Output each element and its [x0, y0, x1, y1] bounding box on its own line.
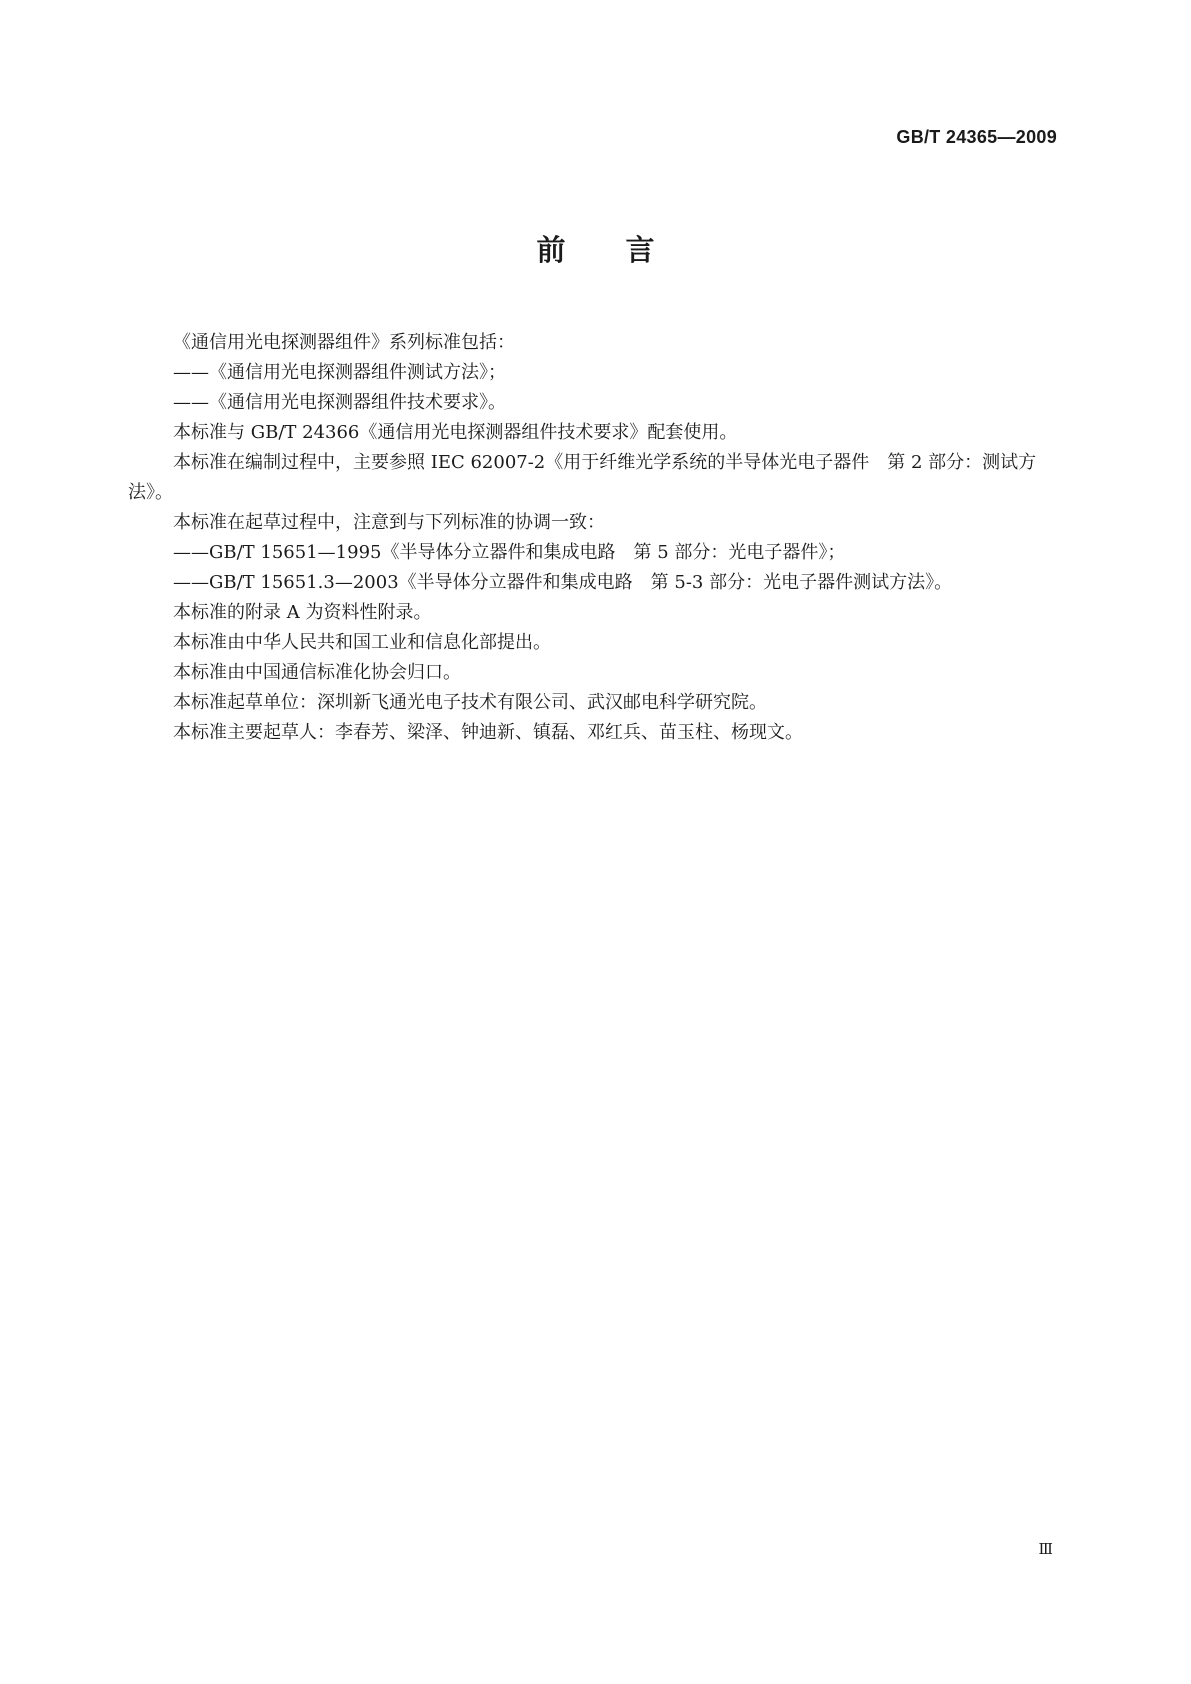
foreword-body: [128, 328, 1066, 748]
standard-number: GB/T 24365—2009: [896, 127, 1057, 147]
paragraph-companion-standard: 本标准与 GB/T 24366《通信用光电探测器组件技术要求》配套使用。: [173, 422, 738, 443]
list-item-gbt-15651-3: ——GB/T 15651.3—2003《半导体分立器件和集成电路 第 5-3 部分：光电子器件测试方法》。: [173, 572, 953, 593]
paragraph-coordination: 本标准在起草过程中，注意到与下列标准的协调一致：: [173, 512, 605, 533]
list-item-test-methods: ——《通信用光电探测器组件测试方法》；: [173, 362, 506, 383]
page-number: Ⅲ: [1038, 1540, 1053, 1558]
paragraph-centralized-by: 本标准由中国通信标准化协会归口。: [173, 662, 461, 683]
list-item-technical-requirements: ——《通信用光电探测器组件技术要求》。: [173, 392, 506, 413]
paragraph-series-intro: 《通信用光电探测器组件》系列标准包括：: [173, 332, 515, 353]
page-title: 前言: [536, 233, 715, 267]
paragraph-drafting-units: 本标准起草单位：深圳新飞通光电子技术有限公司、武汉邮电科学研究院。: [173, 692, 767, 713]
paragraph-proposed-by: 本标准由中华人民共和国工业和信息化部提出。: [173, 632, 551, 653]
paragraph-annex: 本标准的附录 A 为资料性附录。: [173, 602, 432, 623]
paragraph-reference-iec: 本标准在编制过程中，主要参照 IEC 62007-2《用于纤维光学系统的半导体光电子器件 第 2 部分：测试方法》。: [128, 452, 1037, 503]
paragraph-drafters: 本标准主要起草人：李春芳、梁泽、钟迪新、镇磊、邓红兵、苗玉柱、杨现文。: [173, 722, 803, 743]
list-item-gbt-15651: ——GB/T 15651—1995《半导体分立器件和集成电路 第 5 部分：光电子器件》；: [173, 542, 846, 563]
